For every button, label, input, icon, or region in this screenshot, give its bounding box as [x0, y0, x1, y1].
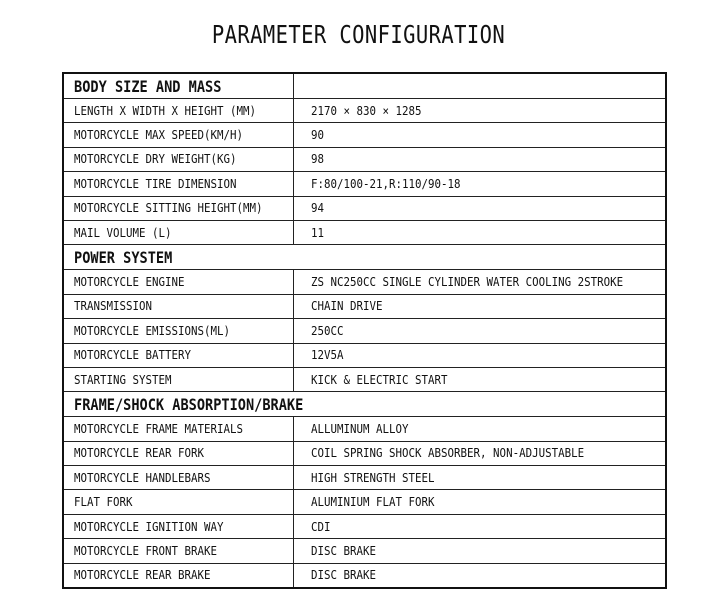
section-heading-blank: [293, 73, 666, 99]
param-value: ALUMINIUM FLAT FORK: [293, 490, 666, 514]
param-value: KICK & ELECTRIC START: [293, 367, 666, 391]
param-label: MOTORCYCLE TIRE DIMENSION: [63, 172, 293, 196]
param-value: ALLUMINUM ALLOY: [293, 417, 666, 441]
table-row: [63, 466, 666, 490]
parameter-table: [62, 72, 667, 589]
param-label: MOTORCYCLE HANDLEBARS: [63, 466, 293, 490]
param-value: 12V5A: [293, 343, 666, 367]
param-label: LENGTH X WIDTH X HEIGHT (MM): [63, 99, 293, 123]
param-label: MOTORCYCLE REAR BRAKE: [63, 563, 293, 588]
table-row: [63, 172, 666, 196]
table-row: [63, 563, 666, 588]
table-row: [63, 441, 666, 465]
table-row: [63, 294, 666, 318]
table-row: [63, 514, 666, 538]
section-header-row: [63, 73, 666, 99]
param-value: 90: [293, 123, 666, 147]
table-row: [63, 539, 666, 563]
param-value: CDI: [293, 514, 666, 538]
table-row: [63, 147, 666, 171]
table-row: [63, 123, 666, 147]
section-heading: FRAME/SHOCK ABSORPTION/BRAKE: [63, 392, 666, 417]
param-value: 94: [293, 196, 666, 220]
param-value: 11: [293, 220, 666, 244]
param-label: MOTORCYCLE REAR FORK: [63, 441, 293, 465]
table-row: [63, 196, 666, 220]
param-label: TRANSMISSION: [63, 294, 293, 318]
table-row: [63, 417, 666, 441]
table-row: [63, 99, 666, 123]
param-label: MOTORCYCLE SITTING HEIGHT(MM): [63, 196, 293, 220]
param-label: MOTORCYCLE BATTERY: [63, 343, 293, 367]
table-row: [63, 270, 666, 294]
section-header-row: [63, 392, 666, 417]
param-label: MAIL VOLUME (L): [63, 220, 293, 244]
param-value: CHAIN DRIVE: [293, 294, 666, 318]
param-label: MOTORCYCLE FRONT BRAKE: [63, 539, 293, 563]
param-value: 250CC: [293, 319, 666, 343]
param-label: STARTING SYSTEM: [63, 367, 293, 391]
param-value: DISC BRAKE: [293, 539, 666, 563]
param-value: ZS NC250CC SINGLE CYLINDER WATER COOLING 2STROKE: [293, 270, 666, 294]
param-label: MOTORCYCLE FRAME MATERIALS: [63, 417, 293, 441]
section-heading: BODY SIZE AND MASS: [63, 73, 293, 99]
param-label: FLAT FORK: [63, 490, 293, 514]
param-label: MOTORCYCLE IGNITION WAY: [63, 514, 293, 538]
page-title: PARAMETER CONFIGURATION: [211, 20, 506, 49]
param-value: DISC BRAKE: [293, 563, 666, 588]
section-header-row: [63, 245, 666, 270]
param-value: 2170 × 830 × 1285: [293, 99, 666, 123]
section-heading: POWER SYSTEM: [63, 245, 666, 270]
param-value: COIL SPRING SHOCK ABSORBER, NON-ADJUSTABLE: [293, 441, 666, 465]
param-label: MOTORCYCLE ENGINE: [63, 270, 293, 294]
table-row: [63, 220, 666, 244]
param-label: MOTORCYCLE MAX SPEED(KM/H): [63, 123, 293, 147]
param-value: HIGH STRENGTH STEEL: [293, 466, 666, 490]
table-row: [63, 490, 666, 514]
param-value: F:80/100-21,R:110/90-18: [293, 172, 666, 196]
param-value: 98: [293, 147, 666, 171]
table-row: [63, 343, 666, 367]
param-label: MOTORCYCLE DRY WEIGHT(KG): [63, 147, 293, 171]
table-row: [63, 319, 666, 343]
table-row: [63, 367, 666, 391]
param-label: MOTORCYCLE EMISSIONS(ML): [63, 319, 293, 343]
